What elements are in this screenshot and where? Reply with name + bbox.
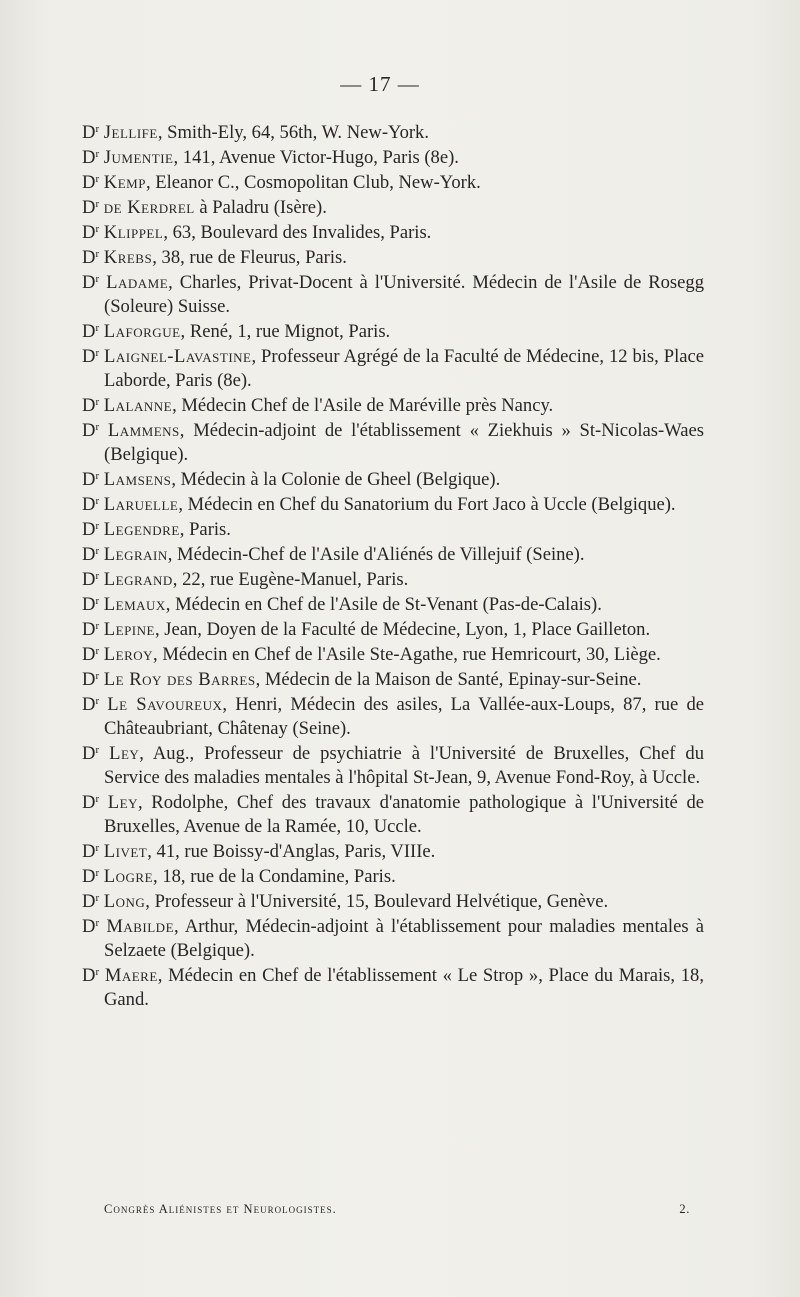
title-abbreviation — [82, 644, 99, 665]
list-item — [82, 543, 704, 567]
member-details: , Henri, Médecin des asiles, La Vallée-aux-Loups, 87, rue de Châteaubriant, Châtenay (Seine). — [104, 694, 705, 739]
title-letter: D — [82, 569, 96, 590]
member-name: Legendre — [103, 519, 180, 540]
title-letter: D — [82, 395, 96, 416]
title-letter: D — [82, 866, 96, 887]
list-item — [82, 568, 704, 592]
list-item — [82, 791, 704, 839]
title-superscript: r — [95, 842, 100, 854]
title-superscript: r — [95, 695, 100, 707]
list-item — [82, 221, 704, 245]
title-superscript: r — [95, 744, 100, 756]
title-abbreviation — [82, 841, 99, 862]
title-letter: D — [82, 669, 96, 690]
title-superscript: r — [95, 966, 100, 978]
member-details: , Professeur à l'Université, 15, Boulevard Helvétique, Genève. — [145, 891, 609, 912]
member-name: de Kerdrel — [103, 197, 195, 218]
member-details: , Médecin en Chef de l'Asile de St-Venant (Pas-de-Calais). — [165, 594, 602, 615]
title-superscript: r — [95, 595, 100, 607]
member-details: , Aug., Professeur de psychiatrie à l'Université de Bruxelles, Chef du Service des maladies mentales à l'hôpital St-Jean, 9, Avenue Fond-Roy, à Uccle. — [104, 743, 704, 788]
member-name: Klippel — [103, 222, 164, 243]
member-details: , 41, rue Boissy-d'Anglas, Paris, VIIIe. — [147, 841, 436, 862]
member-details: , Médecin en Chef de l'établissement « Le Strop », Place du Marais, 18, Gand. — [104, 965, 704, 1010]
title-superscript: r — [95, 421, 100, 433]
member-name: Le Roy des Barres — [103, 669, 256, 690]
member-name: Kemp — [103, 172, 146, 193]
member-name: Mabilde — [106, 916, 175, 937]
title-letter: D — [82, 197, 96, 218]
list-item — [82, 493, 704, 517]
list-item — [82, 246, 704, 270]
member-details: , Médecin en Chef du Sanatorium du Fort Jaco à Uccle (Belgique). — [178, 494, 676, 515]
title-abbreviation — [82, 395, 99, 416]
member-details: , Médecin en Chef de l'Asile Ste-Agathe, rue Hemricourt, 30, Liège. — [153, 644, 661, 665]
member-details: , René, 1, rue Mignot, Paris. — [180, 321, 391, 342]
list-item — [82, 618, 704, 642]
member-details: , 38, rue de Fleurus, Paris. — [152, 247, 347, 268]
member-name: Laruelle — [103, 494, 179, 515]
title-letter: D — [82, 891, 96, 912]
title-letter: D — [82, 965, 96, 986]
title-superscript: r — [95, 148, 100, 160]
member-details: , Médecin de la Maison de Santé, Epinay-sur-Seine. — [255, 669, 642, 690]
member-details: , 18, rue de la Condamine, Paris. — [153, 866, 396, 887]
list-item — [82, 121, 704, 145]
member-name: Lamsens — [103, 469, 172, 490]
title-letter: D — [82, 743, 96, 764]
title-superscript: r — [95, 620, 100, 632]
title-letter: D — [82, 247, 96, 268]
list-item — [82, 593, 704, 617]
title-abbreviation — [82, 272, 99, 293]
title-letter: D — [82, 619, 96, 640]
title-superscript: r — [95, 495, 100, 507]
member-name: Laforgue — [103, 321, 181, 342]
list-item — [82, 271, 704, 319]
title-abbreviation — [82, 222, 99, 243]
title-superscript: r — [95, 917, 100, 929]
title-letter: D — [82, 594, 96, 615]
title-letter: D — [82, 644, 96, 665]
title-abbreviation — [82, 147, 99, 168]
list-item — [82, 890, 704, 914]
title-abbreviation — [82, 891, 99, 912]
title-letter: D — [82, 122, 96, 143]
signature-mark: 2. — [679, 1202, 690, 1216]
list-item — [82, 345, 704, 393]
title-superscript: r — [95, 867, 100, 879]
title-superscript: r — [95, 645, 100, 657]
member-details: , Smith-Ely, 64, 56th, W. New-York. — [157, 122, 430, 143]
title-abbreviation — [82, 494, 99, 515]
title-superscript: r — [95, 273, 100, 285]
title-superscript: r — [95, 570, 100, 582]
title-abbreviation — [82, 916, 99, 937]
list-item — [82, 865, 704, 889]
list-item — [82, 394, 704, 418]
member-name: Maere — [104, 965, 158, 986]
member-name: Livet — [103, 841, 148, 862]
title-superscript: r — [95, 670, 100, 682]
member-details: , Médecin-Chef de l'Asile d'Aliénés de Villejuif (Seine). — [167, 544, 585, 565]
member-name: Jumentie — [103, 147, 174, 168]
member-details: , 22, rue Eugène-Manuel, Paris. — [172, 569, 409, 590]
member-details: , 63, Boulevard des Invalides, Paris. — [163, 222, 432, 243]
page-number: — 17 — — [340, 72, 420, 96]
member-details: , Médecin-adjoint de l'établissement « Ziekhuis » St-Nicolas-Waes (Belgique). — [104, 420, 704, 465]
member-details: , Charles, Privat-Docent à l'Université. Médecin de l'Asile de Rosegg (Soleure) Suisse. — [104, 272, 705, 317]
title-letter: D — [82, 469, 96, 490]
member-details: à Paladru (Isère). — [194, 197, 327, 218]
member-name: Ley — [109, 743, 140, 764]
title-abbreviation — [82, 544, 99, 565]
title-abbreviation — [82, 619, 99, 640]
member-name: Leroy — [103, 644, 154, 665]
title-letter: D — [82, 544, 96, 565]
member-details: , Jean, Doyen de la Faculté de Médecine, Lyon, 1, Place Gailleton. — [154, 619, 651, 640]
title-letter: D — [82, 346, 96, 367]
member-list — [82, 121, 704, 1013]
title-superscript: r — [95, 198, 100, 210]
title-letter: D — [82, 222, 96, 243]
title-letter: D — [82, 792, 96, 813]
title-abbreviation — [82, 519, 99, 540]
title-abbreviation — [82, 172, 99, 193]
title-letter: D — [82, 841, 96, 862]
list-item — [82, 643, 704, 667]
title-letter: D — [82, 694, 96, 715]
member-details: , Rodolphe, Chef des travaux d'anatomie pathologique à l'Université de Bruxelles, Avenue de la Ramée, 10, Uccle. — [104, 792, 704, 837]
title-superscript: r — [95, 892, 100, 904]
title-letter: D — [82, 519, 96, 540]
list-item — [82, 146, 704, 170]
member-name: Laignel-Lavastine — [104, 346, 252, 367]
member-name: Logre — [103, 866, 154, 887]
member-name: Jellife — [103, 122, 158, 143]
title-superscript: r — [95, 520, 100, 532]
title-abbreviation — [82, 965, 99, 986]
title-abbreviation — [82, 346, 99, 367]
member-details: , 141, Avenue Victor-Hugo, Paris (8e). — [173, 147, 459, 168]
member-name: Krebs — [103, 247, 153, 268]
member-name: Lammens — [107, 420, 180, 441]
title-letter: D — [82, 321, 96, 342]
title-letter: D — [82, 420, 96, 441]
title-abbreviation — [82, 569, 99, 590]
member-name: Long — [103, 891, 146, 912]
list-item — [82, 419, 704, 467]
title-abbreviation — [82, 694, 99, 715]
title-superscript: r — [95, 396, 100, 408]
page-footer — [104, 1202, 690, 1217]
title-abbreviation — [82, 594, 99, 615]
member-details: , Médecin Chef de l'Asile de Maréville près Nancy. — [172, 395, 554, 416]
list-item — [82, 964, 704, 1012]
member-name: Lalanne — [103, 395, 173, 416]
title-superscript: r — [95, 123, 100, 135]
member-name: Ley — [107, 792, 138, 813]
member-details: , Eleanor C., Cosmopolitan Club, New-York. — [145, 172, 481, 193]
member-name: Legrand — [103, 569, 173, 590]
title-abbreviation — [82, 669, 99, 690]
list-item — [82, 468, 704, 492]
member-details: , Arthur, Médecin-adjoint à l'établissement pour maladies mentales à Selzaete (Belgique). — [104, 916, 704, 961]
title-superscript: r — [95, 322, 100, 334]
title-abbreviation — [82, 420, 99, 441]
member-name: Lepine — [103, 619, 155, 640]
member-name: Ladame — [106, 272, 169, 293]
member-details: , Paris. — [179, 519, 231, 540]
list-item — [82, 518, 704, 542]
title-superscript: r — [95, 173, 100, 185]
title-superscript: r — [95, 347, 100, 359]
title-superscript: r — [95, 545, 100, 557]
list-item — [82, 196, 704, 220]
title-superscript: r — [95, 470, 100, 482]
title-abbreviation — [82, 792, 99, 813]
list-item — [82, 320, 704, 344]
title-superscript: r — [95, 248, 100, 260]
member-details: , Professeur Agrégé de la Faculté de Médecine, 12 bis, Place Laborde, Paris (8e). — [104, 346, 705, 391]
title-letter: D — [82, 172, 96, 193]
title-abbreviation — [82, 743, 99, 764]
list-item — [82, 668, 704, 692]
title-letter: D — [82, 147, 96, 168]
title-letter: D — [82, 272, 96, 293]
title-abbreviation — [82, 321, 99, 342]
title-superscript: r — [95, 223, 100, 235]
title-superscript: r — [95, 793, 100, 805]
title-abbreviation — [82, 247, 99, 268]
footer-title: Congrès Aliénistes et Neurologistes. — [104, 1202, 337, 1216]
member-name: Legrain — [103, 544, 168, 565]
title-letter: D — [82, 494, 96, 515]
title-abbreviation — [82, 197, 99, 218]
list-item — [82, 742, 704, 790]
list-item — [82, 915, 704, 963]
title-abbreviation — [82, 469, 99, 490]
member-name: Le Savoureux — [107, 694, 223, 715]
title-letter: D — [82, 916, 96, 937]
list-item — [82, 693, 704, 741]
title-abbreviation — [82, 866, 99, 887]
list-item — [82, 840, 704, 864]
list-item — [82, 171, 704, 195]
title-abbreviation — [82, 122, 99, 143]
member-name: Lemaux — [103, 594, 166, 615]
member-details: , Médecin à la Colonie de Gheel (Belgique). — [171, 469, 501, 490]
